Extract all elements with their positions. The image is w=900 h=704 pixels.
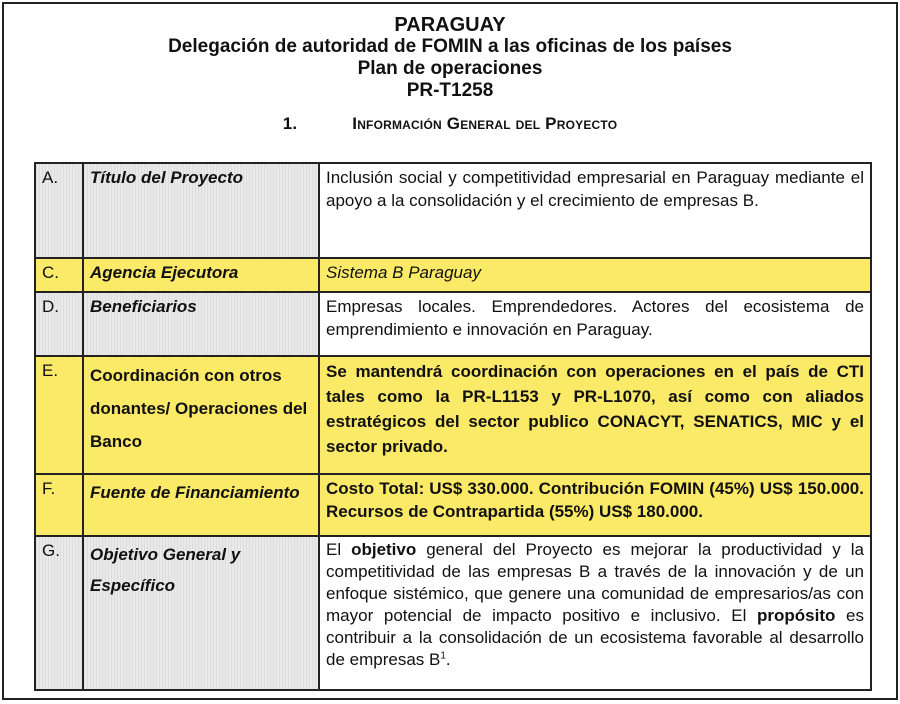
text-run: general del Proyecto es mejorar la productividad y la competitividad de las empresas B a través de la innovación y de un enfoque sistémico, que genere una comunidad de empresarios/as con mayor potencial de impacto positivo e inclusivo. El: [326, 540, 864, 625]
row-value: Sistema B Paraguay: [319, 258, 871, 292]
table-row: [35, 163, 871, 258]
table-row: [35, 356, 871, 474]
country-title: PARAGUAY: [394, 14, 506, 36]
bold-term-proposito: propósito: [757, 606, 836, 625]
row-letter: D.: [35, 292, 83, 356]
row-letter: F.: [35, 474, 83, 536]
row-label: Coordinación con otros donantes/ Operaciones del Banco: [83, 356, 319, 474]
row-value-objective: [319, 536, 871, 690]
row-label: Agencia Ejecutora: [83, 258, 319, 292]
table-row: [35, 292, 871, 356]
row-label: Beneficiarios: [83, 292, 319, 356]
row-value: Inclusión social y competitividad empresarial en Paraguay mediante el apoyo a la consolidación y el crecimiento de empresas B.: [319, 163, 871, 258]
operation-code: PR-T1258: [406, 80, 494, 101]
text-run: es contribuir a la consolidación de un ecosistema favorable al desarrollo de empresas B: [326, 606, 864, 669]
table-row: [35, 258, 871, 292]
table-row: [35, 536, 871, 690]
row-letter: A.: [35, 163, 83, 258]
section-heading: [4, 114, 896, 134]
row-letter: C.: [35, 258, 83, 292]
row-label: Fuente de Financiamiento: [83, 474, 319, 536]
section-title: Información General del Proyecto: [352, 114, 618, 133]
row-label: Objetivo General y Específico: [83, 536, 319, 690]
table-row: [35, 474, 871, 536]
row-label: Título del Proyecto: [83, 163, 319, 258]
document-header: [4, 14, 896, 102]
row-letter: G.: [35, 536, 83, 690]
text-run: El: [326, 540, 352, 559]
document-page: [2, 2, 898, 700]
section-number: 1.: [282, 114, 298, 133]
row-value: Se mantendrá coordinación con operaciones en el país de CTI tales como la PR-L1153 y PR-L1070, así como con aliados estratégicos del sector publico CONACYT, SENATICS, MIC y el sector privado.: [319, 356, 871, 474]
text-run: .: [445, 650, 451, 669]
plan-title: Plan de operaciones: [357, 58, 543, 79]
document-subtitle: Delegación de autoridad de FOMIN a las oficinas de los países: [168, 36, 732, 57]
project-info-table: [34, 162, 872, 691]
row-value: Empresas locales. Emprendedores. Actores del ecosistema de emprendimiento e innovación en Paraguay.: [319, 292, 871, 356]
row-letter: E.: [35, 356, 83, 474]
row-value: Costo Total: US$ 330.000. Contribución FOMIN (45%) US$ 150.000. Recursos de Contrapartida (55%) US$ 180.000.: [319, 474, 871, 536]
footnote-marker: 1: [440, 650, 446, 662]
bold-term-objetivo: objetivo: [351, 540, 417, 559]
